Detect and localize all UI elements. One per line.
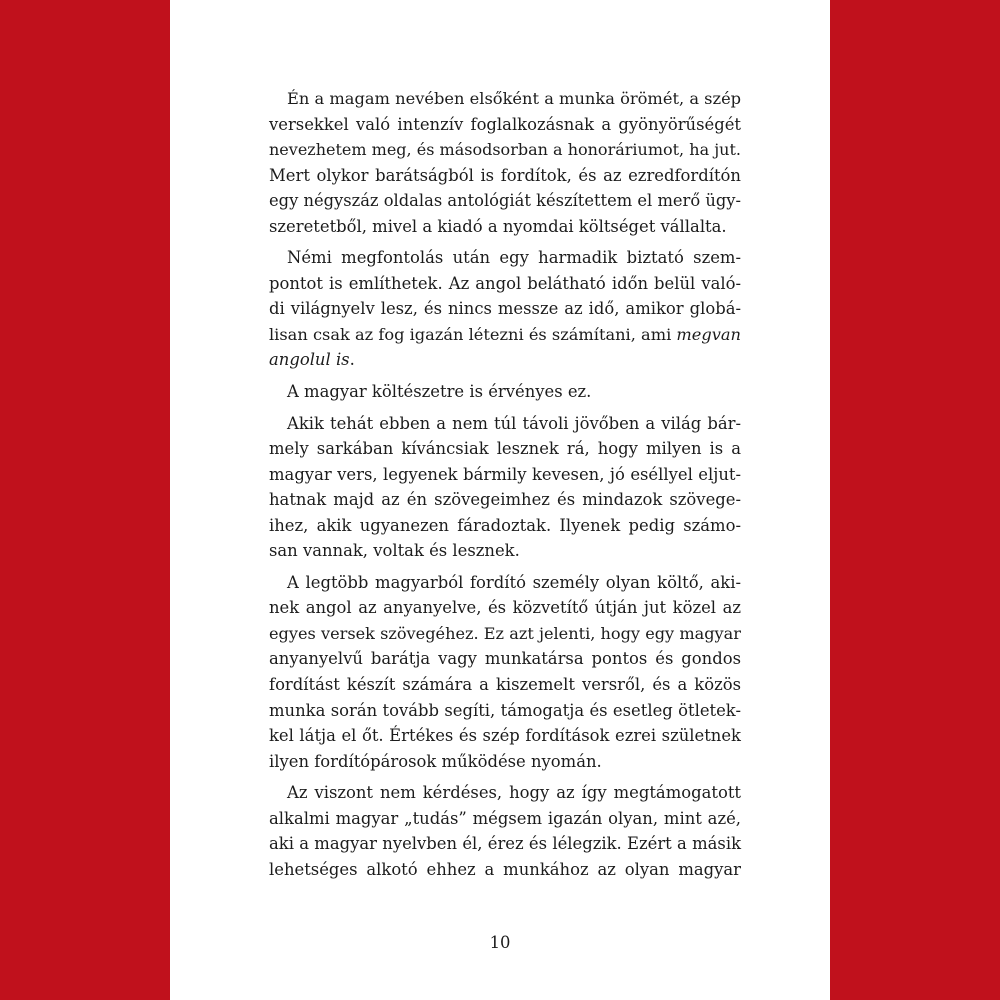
paragraph-3 — [269, 379, 741, 405]
text-line: kel látja el őt. Értékes és szép fordítások ezrei születnek — [269, 726, 741, 746]
text-line: Én a magam nevében elsőként a munka örömét, a szép — [287, 89, 742, 108]
text-line: fordítást készít számára a kiszemelt versről, és a közös — [269, 675, 741, 695]
text-line: nevezhetem meg, és másodsorban a honoráriumot, ha jut. — [269, 140, 741, 160]
text-line: egy négyszáz oldalas antológiát készítettem el merő ügy- — [269, 191, 741, 211]
text-line: di világnyelv lesz, és nincs messze az idő, amikor globá- — [269, 299, 741, 319]
text-line — [269, 347, 741, 373]
text-line: versekkel való intenzív foglalkozásnak a gyönyörűségét — [269, 114, 741, 134]
text-line: lehetséges alkotó ehhez a munkához az olyan magyar — [269, 859, 741, 879]
text-line-start: lisan csak az fog igazán létezni és számítani, ami — [269, 324, 677, 344]
text-line: alkalmi magyar „tudás” mégsem igazán olyan, mint azé, — [269, 808, 741, 828]
text-line — [269, 322, 741, 348]
right-red-band — [830, 0, 1000, 1000]
text-line: ihez, akik ugyanezen fáradoztak. Ilyenek pedig számo- — [269, 515, 741, 535]
paragraph-2 — [269, 245, 741, 373]
text-line: Akik tehát ebben a nem túl távoli jövőben a világ bár- — [287, 413, 741, 433]
italic-phrase: angolul is — [269, 350, 350, 370]
text-line: magyar vers, legyenek bármily kevesen, jó eséllyel eljut- — [269, 464, 741, 484]
paragraph-4 — [269, 411, 741, 564]
text-line: A legtöbb magyarból fordító személy olyan költő, aki- — [287, 572, 741, 592]
text-line: Az viszont nem kérdéses, hogy az így megtámogatott — [287, 783, 741, 803]
text-line: A magyar költészetre is érvényes ez. — [287, 382, 592, 402]
text-line: aki a magyar nyelvben él, érez és lélegzik. Ezért a másik — [269, 834, 741, 854]
text-line: munka során tovább segíti, támogatja és esetleg ötletek- — [269, 700, 741, 720]
paragraph-5 — [269, 570, 741, 774]
text-line: Mert olykor barátságból is fordítok, és az ezredfordítón — [269, 165, 741, 185]
body-text — [269, 86, 741, 888]
text-line: Némi megfontolás után egy harmadik biztató szem- — [287, 248, 741, 268]
text-line: hatnak majd az én szövegeimhez és mindazok szövege- — [269, 490, 741, 510]
paragraph-6 — [269, 780, 741, 882]
italic-phrase: megvan — [676, 324, 741, 344]
text-line: anyanyelvű barátja vagy munkatársa pontos és gondos — [269, 649, 741, 669]
page-number: 10 — [489, 933, 511, 952]
text-line: pontot is említhetek. Az angol belátható időn belül való- — [269, 273, 741, 293]
paragraph-1 — [269, 86, 741, 239]
text-line: egyes versek szövegéhez. Ez azt jelenti, hogy egy magyar — [269, 623, 741, 643]
text-line: san vannak, voltak és lesznek. — [269, 541, 520, 561]
left-red-band — [0, 0, 170, 1000]
text-line: nek angol az anyanyelve, és közvetítő útján jut közel az — [269, 598, 741, 618]
text-line: mely sarkában kíváncsiak lesznek rá, hogy milyen is a — [269, 439, 741, 459]
book-page — [170, 0, 830, 1000]
text-line: szeretetből, mivel a kiadó a nyomdai költséget vállalta. — [269, 216, 727, 236]
text-line: ilyen fordítópárosok működése nyomán. — [269, 751, 602, 771]
text-line-end: . — [349, 350, 355, 370]
